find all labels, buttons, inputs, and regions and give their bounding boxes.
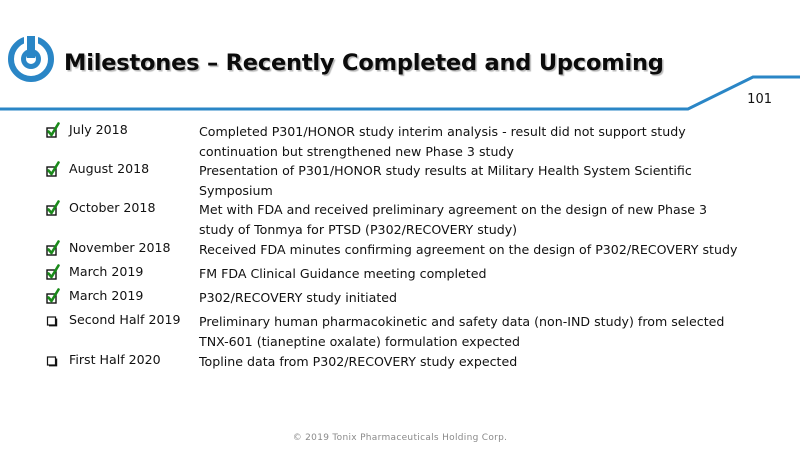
empty-checkbox-icon	[46, 312, 64, 330]
milestone-date: July 2018	[69, 122, 128, 137]
checked-checkbox-icon	[46, 200, 64, 218]
milestone-description: FM FDA Clinical Guidance meeting completed	[199, 266, 487, 281]
checked-checkbox-icon	[46, 122, 64, 140]
milestone-description: Completed P301/HONOR study interim analysis - result did not support study continuation but strengthened new Phase 3 study	[199, 124, 686, 159]
milestone-description: Met with FDA and received preliminary agreement on the design of new Phase 3 study of Tonmya for PTSD (P302/RECOVERY study)	[199, 202, 708, 237]
checked-checkbox-icon	[46, 288, 64, 306]
milestone-description: Topline data from P302/RECOVERY study expected	[199, 354, 518, 369]
milestone-date: Second Half 2019	[69, 312, 181, 327]
checked-checkbox-icon	[46, 264, 64, 282]
milestone-date: October 2018	[69, 200, 156, 215]
milestone-date: March 2019	[69, 288, 144, 303]
milestone-date: First Half 2020	[69, 352, 161, 367]
milestone-date: March 2019	[69, 264, 144, 279]
milestone-date: August 2018	[69, 161, 150, 176]
checked-checkbox-icon	[46, 240, 64, 258]
page-number: 101	[747, 92, 772, 107]
milestone-description: Received FDA minutes confirming agreement on the design of P302/RECOVERY study	[199, 242, 738, 257]
empty-checkbox-icon	[46, 352, 64, 370]
slide-title: Milestones – Recently Completed and Upcoming	[64, 50, 664, 76]
milestone-date: November 2018	[69, 240, 171, 255]
milestone-description: Preliminary human pharmacokinetic and safety data (non-IND study) from selected TNX-601 (tianeptine oxalate) formulation expected	[199, 314, 725, 349]
milestone-description: P302/RECOVERY study initiated	[199, 290, 398, 305]
copyright-footer: © 2019 Tonix Pharmaceuticals Holding Corp.	[292, 433, 508, 443]
milestone-description: Presentation of P301/HONOR study results at Military Health System Scientific Symposium	[199, 163, 692, 198]
checked-checkbox-icon	[46, 161, 64, 179]
